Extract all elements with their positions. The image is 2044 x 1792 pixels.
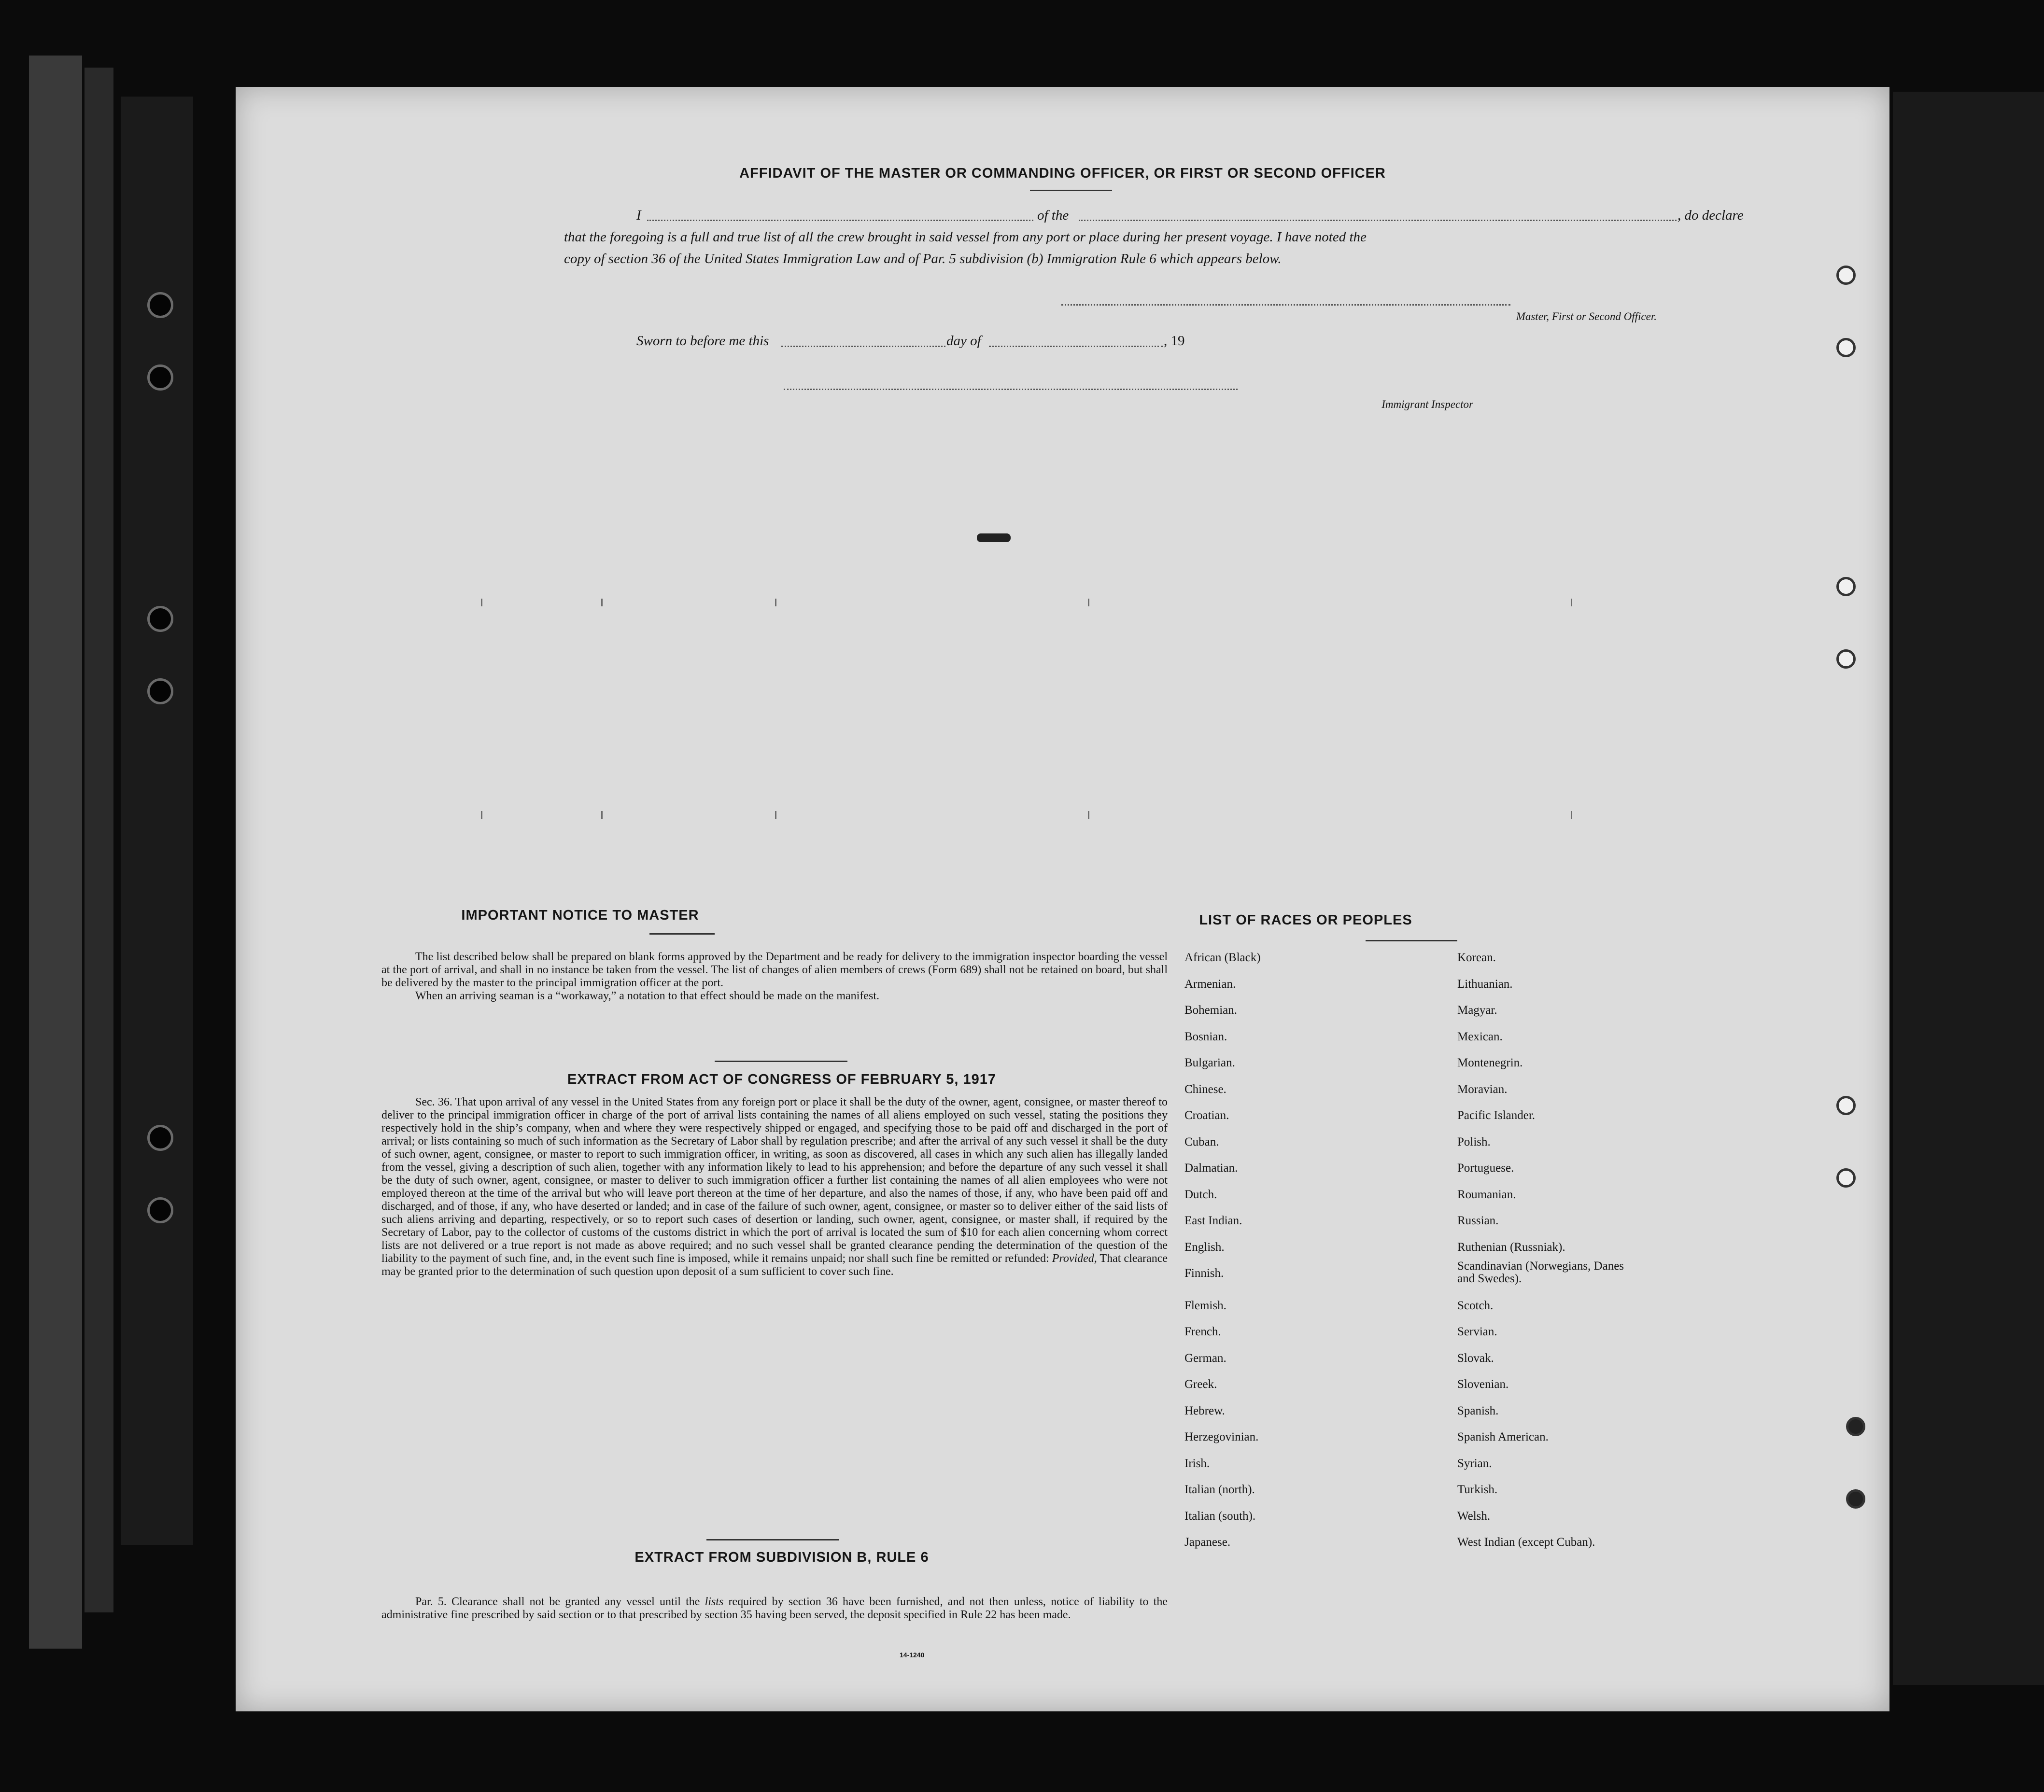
name-blank[interactable] [647,220,1033,221]
affidavit-text-line: copy of section 36 of the United States Immigration Law and of Par. 5 subdivision (b) Immigration Rule 6 which appears below. [564,251,1282,266]
sworn-label: Sworn to before me this [636,333,769,349]
race-item: Dalmatian. [1184,1162,1238,1175]
race-item: Bosnian. [1184,1030,1227,1043]
rule-6-text [381,1596,1168,1622]
race-item: Dutch. [1184,1188,1217,1201]
punch-hole [1836,649,1856,669]
year-label: , 19 [1164,333,1185,349]
binder-edge [85,68,113,1612]
binder-hole [147,1125,173,1151]
binder-hole [147,1197,173,1223]
faint-mark [1088,599,1089,606]
race-item: Moravian. [1457,1082,1508,1096]
race-item: Japanese. [1184,1536,1231,1549]
race-item: Greek. [1184,1378,1217,1391]
form-number: 14-1240 [900,1651,925,1659]
race-item: Welsh. [1457,1509,1491,1523]
rule-text-lists: lists [705,1596,724,1608]
faint-mark [775,811,776,819]
punch-hole [1836,338,1856,357]
race-item: Ruthenian (Russniak). [1457,1240,1565,1254]
race-item: Slovenian. [1457,1378,1509,1391]
race-item: Portuguese. [1457,1162,1514,1175]
rule-text-part: Par. 5. Clearance shall not be granted any vessel until the [415,1596,705,1608]
ink-blot [977,533,1011,542]
faint-mark [1571,599,1572,606]
punch-hole [1836,577,1856,596]
affidavit-do-declare: , do declare [1677,208,1744,223]
rule-text-part: required by section 36 have been furnished, and not then unless, notice of liability to the administrative fine prescribed by said section or to that prescribed by section 35 having been served, the deposit specified in Rule 22 has been made. [381,1596,1168,1621]
race-item: Roumanian. [1457,1188,1516,1201]
extract-act-title: EXTRACT FROM ACT OF CONGRESS OF FEBRUARY 5, 1917 [567,1072,997,1087]
affidavit-of-the-label: of the [1037,208,1069,223]
race-item: Lithuanian. [1457,977,1513,991]
faint-mark [601,599,603,606]
adjacent-page-edge [1893,92,2044,1685]
section-rule [715,1061,847,1062]
affidavit-title: AFFIDAVIT OF THE MASTER OR COMMANDING OFFICER, OR FIRST OR SECOND OFFICER [739,166,1386,181]
race-item: Flemish. [1184,1299,1226,1312]
section-36-body: That upon arrival of any vessel in the United States from any foreign port or place it shall be the duty of the owner, agent, consignee, or master thereof to deliver to the principal immigration officer in charge of the port of arrival lists containing the names of all aliens employed on such vessel, stating the positions they respectively hold in the ship’s company, when and where they were respectively shipped or engaged, and specifying those to be paid off and discharged in the port of arrival; or lists containing so much of such information as the Secretary of Labor shall by regulation prescribe; and after the arrival of any such vessel it shall be the duty of such owner, agent, consignee, or master to report to such immigration officer, in writing, as soon as discovered, all cases in which any such alien has illegally landed from the vessel, giving a description of such alien, together with any information likely to lead to his apprehension; and before the departure of any such vessel it shall be the duty of such owner, agent, consignee, or master to deliver to such immigration officer a further list containing the names of all alien employees who were not employed thereon at the time of the arrival but who will leave port thereon at the time of her departure, and also the names of those, if any, who have been paid off and discharged, and of those, if any, who have deserted or landed; and in case of the failure of such owner, agent, consignee, or master so to deliver either of the said lists of such aliens arriving and departing, respectively, or so to report such cases of desertion or landing, such owner, agent, consignee, or master shall, if required by the Secretary of Labor, pay to the collector of customs of the customs district in which the port of arrival is located the sum of $10 for each alien concerning whom correct lists are not delivered or a true report is not made as above required; and no such vessel shall be granted clearance pending the determination of the question of the liability to the payment of such fine, and, in the event such fine is imposed, while it remains unpaid; nor shall such fine be remitted or refunded: [381,1096,1168,1265]
binder-edge [121,97,193,1545]
race-item: Armenian. [1184,977,1236,991]
race-item: Polish. [1457,1135,1491,1148]
punch-hole [1836,266,1856,285]
affidavit-text-line: that the foregoing is a full and true list of all the crew brought in said vessel from any port or place during her present voyage. I have noted the [564,229,1367,245]
punch-hole [1836,1168,1856,1188]
race-item: Bohemian. [1184,1004,1238,1017]
race-item: German. [1184,1351,1226,1365]
notice-paragraph: The list described below shall be prepared on blank forms approved by the Department and be ready for delivery to the immigration inspector boarding the vessel at the port of arrival, and shall in no instance be taken from the vessel. The list of changes of alien members of crews (Form 689) shall not be retained on board, but shall be delivered by the master to the principal immigration officer at the port. [381,951,1168,989]
race-item: Scandinavian (Norwegians, Danes and Swedes). [1457,1260,1624,1285]
faint-mark [1088,811,1089,819]
race-item: Turkish. [1457,1483,1498,1496]
punch-hole [1836,1096,1856,1115]
race-item: Irish. [1184,1456,1210,1470]
race-item: English. [1184,1240,1225,1254]
master-signature-caption: Master, First or Second Officer. [1516,310,1657,322]
races-title: LIST OF RACES OR PEOPLES [1199,912,1412,928]
extract-rule-title: EXTRACT FROM SUBDIVISION B, RULE 6 [634,1550,929,1565]
vessel-blank[interactable] [1079,220,1677,221]
notice-title: IMPORTANT NOTICE TO MASTER [461,908,699,923]
race-item: Montenegrin. [1457,1056,1523,1069]
punch-hole [1846,1489,1865,1509]
race-item: Pacific Islander. [1457,1109,1536,1122]
notice-rule [649,933,715,935]
race-item: Korean. [1457,951,1496,964]
race-item: Italian (south). [1184,1509,1256,1523]
race-item: Russian. [1457,1214,1499,1227]
section-36-text [381,1096,1168,1278]
race-item: Cuban. [1184,1135,1219,1148]
race-item: Croatian. [1184,1109,1229,1122]
master-signature-line[interactable] [1061,304,1510,306]
faint-mark [481,599,482,606]
race-item: Slovak. [1457,1351,1494,1365]
race-item: Chinese. [1184,1082,1226,1096]
race-item: East Indian. [1184,1214,1242,1227]
binder-hole [147,606,173,632]
binder-edge [29,56,82,1649]
race-item: Herzegovinian. [1184,1430,1259,1443]
binder-hole [147,364,173,391]
document-page [236,87,1889,1711]
affidavit-i-label: I [636,208,641,223]
race-item: French. [1184,1325,1221,1338]
race-item: Italian (north). [1184,1483,1255,1496]
proviso-label: Provided, [1052,1252,1097,1265]
proviso-body: That clearance may be granted prior to the determination of such question upon deposit of a sum sufficient to cover such fine. [381,1252,1168,1278]
race-item: Servian. [1457,1325,1497,1338]
day-of-label: day of [946,333,981,349]
race-item: Mexican. [1457,1030,1503,1043]
races-rule [1366,940,1457,941]
race-item: Hebrew. [1184,1404,1225,1417]
race-item: Spanish American. [1457,1430,1549,1443]
section-rule [706,1539,839,1540]
race-item: Spanish. [1457,1404,1499,1417]
inspector-caption: Immigrant Inspector [1381,398,1473,410]
inspector-signature-line[interactable] [784,389,1238,390]
sworn-month-blank[interactable] [989,346,1163,347]
punch-hole [1846,1417,1865,1436]
title-rule [1030,190,1112,191]
notice-text [381,951,1168,1003]
sworn-day-blank[interactable] [781,346,945,347]
notice-paragraph: When an arriving seaman is a “workaway,” a notation to that effect should be made on the manifest. [415,990,879,1002]
race-item: Magyar. [1457,1004,1497,1017]
race-item: West Indian (except Cuban). [1457,1536,1595,1549]
race-item: African (Black) [1184,951,1261,964]
faint-mark [1571,811,1572,819]
faint-mark [601,811,603,819]
binder-hole [147,678,173,704]
binder-hole [147,292,173,318]
faint-mark [775,599,776,606]
race-item: Finnish. [1184,1267,1224,1280]
race-item: Bulgarian. [1184,1056,1235,1069]
faint-mark [481,811,482,819]
race-item: Syrian. [1457,1456,1492,1470]
section-label: Sec. 36. [415,1096,452,1108]
race-item: Scotch. [1457,1299,1494,1312]
